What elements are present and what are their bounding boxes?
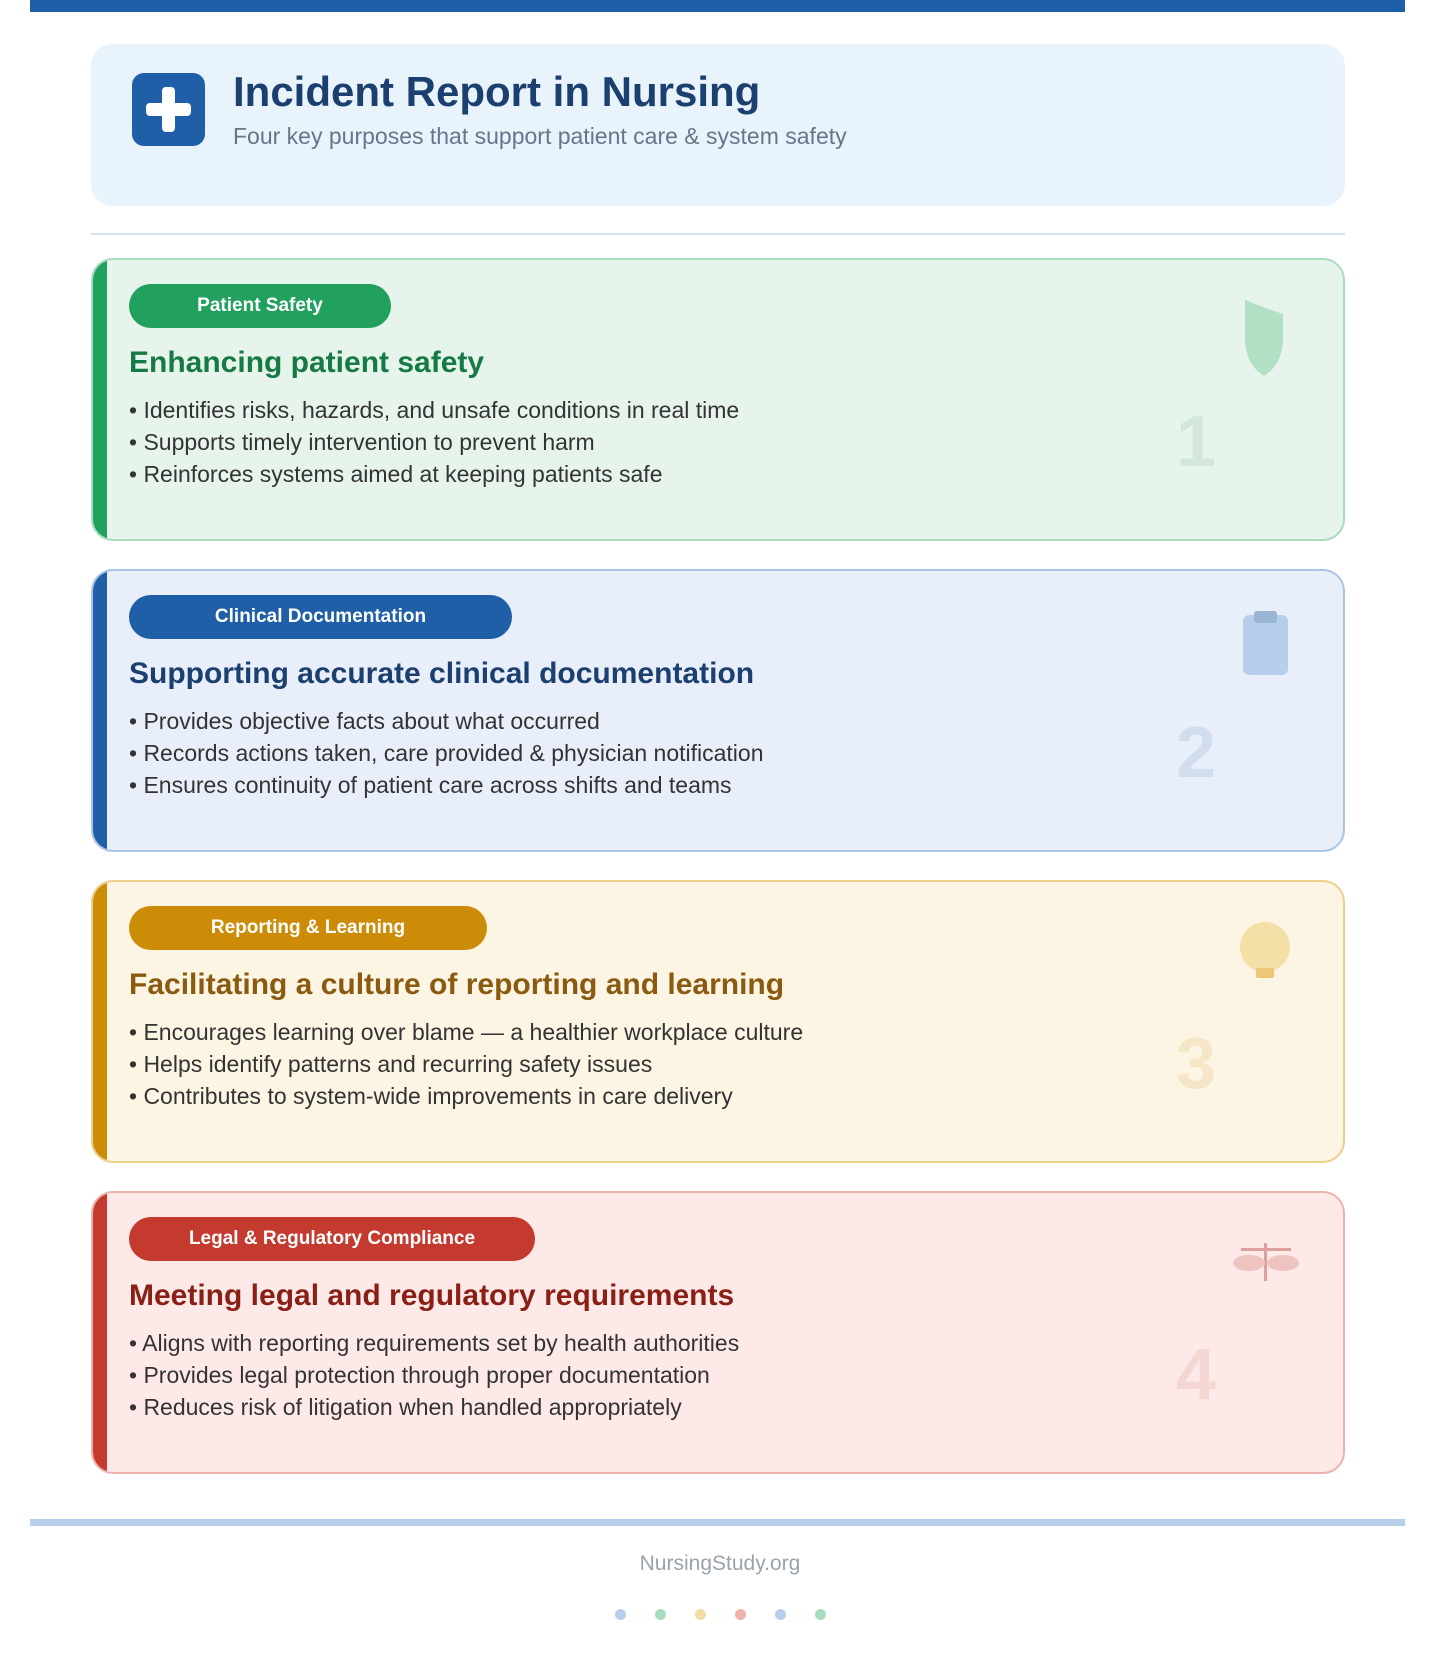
bullet-list: [129, 1327, 739, 1423]
purpose-card-patient-safety: [91, 258, 1345, 541]
list-item: • Aligns with reporting requirements set by health authorities: [129, 1330, 740, 1356]
card-number: 2: [1176, 713, 1217, 793]
lightbulb-icon: [1213, 922, 1313, 1012]
page-title: Incident Report in Nursing: [233, 68, 761, 115]
decorative-dot: [615, 1609, 626, 1620]
decorative-dot: [815, 1609, 826, 1620]
purpose-card-reporting-learning: [91, 880, 1345, 1163]
decorative-dot: [655, 1609, 666, 1620]
list-item: • Records actions taken, care provided & physician notification: [129, 740, 764, 766]
shield-icon: [1213, 300, 1313, 390]
card-accent-stripe: [93, 882, 107, 1161]
card-accent-stripe: [93, 571, 107, 850]
decorative-dot: [695, 1609, 706, 1620]
scales-icon: [1213, 1233, 1313, 1323]
purpose-card-clinical-documentation: [91, 569, 1345, 852]
card-title: Supporting accurate clinical documentation: [129, 657, 755, 690]
card-title: Meeting legal and regulatory requirements: [129, 1279, 735, 1312]
list-item: • Provides legal protection through proper documentation: [129, 1362, 710, 1388]
divider: [91, 233, 1345, 235]
purpose-card-legal-compliance: [91, 1191, 1345, 1474]
footer-site-name: NursingStudy.org: [639, 1552, 801, 1575]
card-number: 1: [1176, 402, 1217, 482]
card-title: Facilitating a culture of reporting and learning: [129, 968, 785, 1001]
card-accent-stripe: [93, 260, 107, 539]
list-item: • Reduces risk of litigation when handled appropriately: [129, 1394, 682, 1420]
list-item: • Reinforces systems aimed at keeping patients safe: [129, 461, 663, 487]
decorative-dot: [735, 1609, 746, 1620]
bullet-list: [129, 394, 739, 490]
decorative-dot: [775, 1609, 786, 1620]
medical-plus-icon: [132, 73, 205, 146]
list-item: • Helps identify patterns and recurring safety issues: [129, 1051, 653, 1077]
category-badge: Legal & Regulatory Compliance: [129, 1217, 535, 1261]
category-badge: Reporting & Learning: [129, 906, 487, 950]
card-number: 3: [1176, 1024, 1217, 1104]
list-item: • Provides objective facts about what occurred: [129, 708, 600, 734]
list-item: • Contributes to system-wide improvements in care delivery: [129, 1083, 733, 1109]
list-item: • Ensures continuity of patient care across shifts and teams: [129, 772, 732, 798]
category-badge: Patient Safety: [129, 284, 391, 328]
list-item: • Encourages learning over blame — a healthier workplace culture: [129, 1019, 804, 1045]
category-badge: Clinical Documentation: [129, 595, 512, 639]
card-accent-stripe: [93, 1193, 107, 1472]
header-panel: [91, 44, 1345, 206]
list-item: • Supports timely intervention to prevent harm: [129, 429, 595, 455]
bullet-list: [129, 705, 764, 801]
list-item: • Identifies risks, hazards, and unsafe conditions in real time: [129, 397, 740, 423]
bullet-list: [129, 1016, 803, 1112]
clipboard-icon: [1213, 611, 1313, 701]
top-accent-bar: [30, 0, 1405, 12]
decorative-dots: [0, 1609, 1440, 1620]
card-number: 4: [1176, 1335, 1217, 1415]
page-subtitle: Four key purposes that support patient care & system safety: [233, 123, 847, 149]
bottom-accent-bar: [30, 1519, 1405, 1526]
card-title: Enhancing patient safety: [129, 346, 485, 379]
